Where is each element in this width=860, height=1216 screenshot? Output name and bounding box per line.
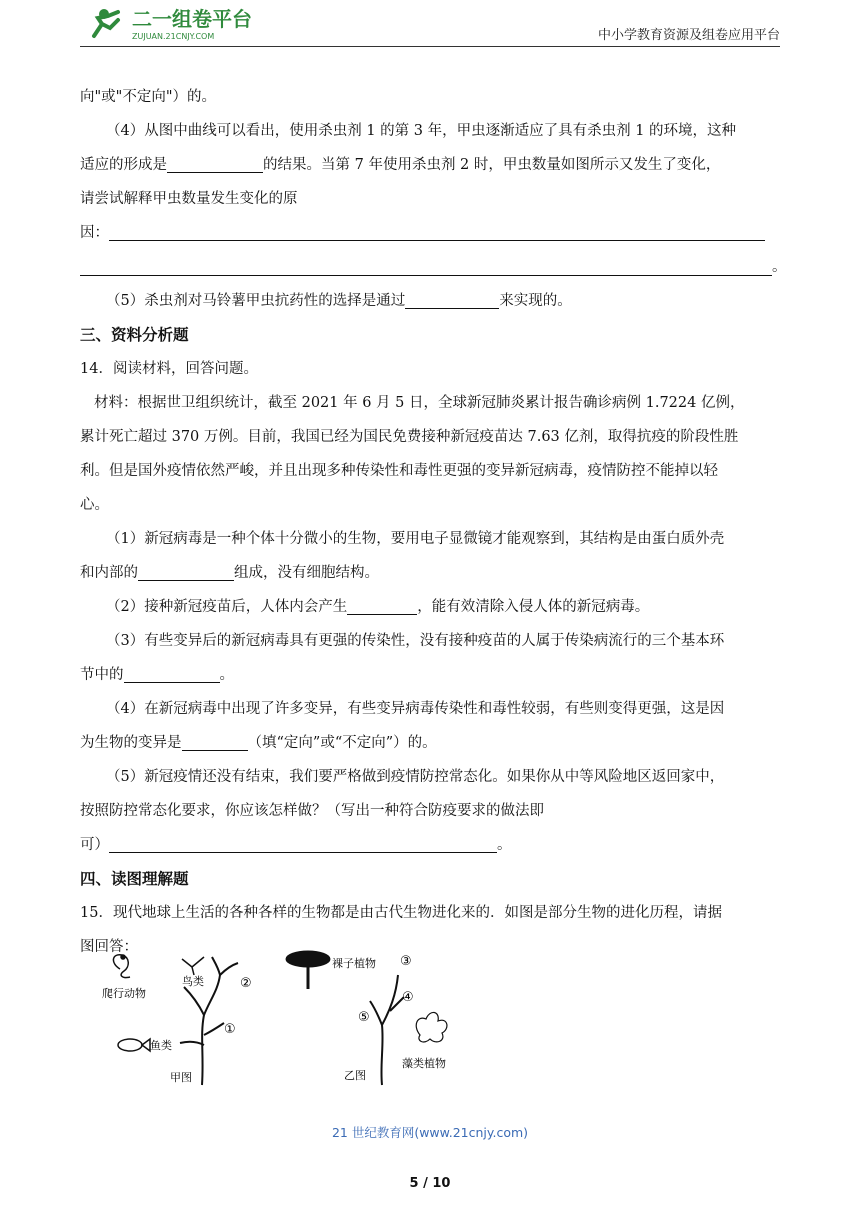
text-line: （5）新冠疫情还没有结束，我们要严格做到疫情防控常态化。如果你从中等风险地区返回家中，	[106, 769, 725, 785]
text-line: 心。	[80, 497, 109, 513]
text-line: 因：	[80, 216, 780, 250]
answer-blank[interactable]	[405, 290, 499, 309]
logo-subtext: ZUJUAN.21CNJY.COM	[132, 32, 215, 41]
figure-caption-left: 甲图	[170, 1071, 192, 1084]
question-number: 14．阅读材料，回答问题。	[80, 361, 258, 377]
fish-icon	[118, 1039, 150, 1051]
text-line: 材料：根据世卫组织统计，截至 2021 年 6 月 5 日，全球新冠肺炎累计报告确诊病例 1.7224 亿例，	[94, 395, 745, 411]
text-line: 适应的形成是 的结果。当第 7 年使用杀虫剂 2 时，甲虫数量如图所示又发生了变化，	[80, 148, 780, 182]
text-line: 利。但是国外疫情依然严峻，并且出现多种传染性和毒性更强的变异新冠病毒，疫情防控不能掉以轻	[80, 463, 718, 479]
bird-icon	[182, 957, 204, 975]
algae-label: 藻类植物	[402, 1057, 446, 1070]
answer-blank[interactable]	[138, 562, 234, 581]
marker-4: ④	[402, 990, 414, 1005]
document-body	[80, 80, 787, 964]
text-line: 15．现代地球上生活的各种各样的生物都是由古代生物进化来的．如图是部分生物的进化历程，请据	[80, 905, 722, 921]
footer-link[interactable]: 21 世纪教育网(www.21cnjy.com)	[331, 1125, 529, 1140]
text-line: （2）接种新冠疫苗后，人体内会产生 ，能有效清除入侵人体的新冠病毒。	[80, 590, 780, 624]
marker-1: ①	[224, 1022, 236, 1037]
answer-blank[interactable]	[109, 222, 765, 241]
answer-blank[interactable]	[124, 664, 220, 683]
text-line: （5）杀虫剂对马铃薯甲虫抗药性的选择是通过 来实现的。	[80, 284, 780, 318]
text-line: 累计死亡超过 370 万例。目前，我国已经为国民免费接种新冠疫苗达 7.63 亿剂，取得抗疫的阶段性胜	[80, 429, 739, 445]
site-logo	[84, 2, 284, 44]
answer-blank[interactable]	[109, 834, 497, 853]
text-line: 可） 。	[80, 828, 780, 862]
algae-icon	[416, 1012, 447, 1042]
page-header	[80, 0, 780, 47]
page-number: 5 / 10	[409, 1176, 451, 1191]
runner-icon	[94, 12, 118, 36]
marker-2: ②	[240, 976, 252, 991]
answer-blank[interactable]	[182, 732, 248, 751]
tree-icon	[286, 951, 330, 989]
text-line: 为生物的变异是 （填“定向”或“不定向”）的。	[80, 726, 780, 760]
figure-caption-right: 乙图	[344, 1069, 366, 1082]
reptile-label: 爬行动物	[102, 987, 146, 1000]
evolution-figure	[100, 945, 480, 1090]
section-heading: 三、资料分析题	[80, 326, 189, 344]
answer-blank[interactable]	[347, 596, 417, 615]
text-line: 向"或"不定向"）的。	[80, 89, 217, 105]
answer-blank[interactable]	[80, 275, 772, 276]
text-line: （4）在新冠病毒中出现了许多变异，有些变异病毒传染性和毒性较弱，有些则变得更强，这是因	[106, 701, 725, 717]
marker-5: ⑤	[358, 1010, 370, 1025]
text-line: 。	[80, 250, 780, 284]
logo-text: 二一组卷平台	[132, 7, 252, 31]
section-heading: 四、读图理解题	[80, 870, 189, 888]
text-line: 和内部的 组成，没有细胞结构。	[80, 556, 780, 590]
text-line: （1）新冠病毒是一种个体十分微小的生物，要用电子显微镜才能观察到，其结构是由蛋白质外壳	[106, 531, 725, 547]
evolution-tree-right	[370, 975, 404, 1085]
text-line: 请尝试解释甲虫数量发生变化的原	[80, 191, 298, 207]
text-line: 按照防控常态化要求，你应该怎样做？（写出一种符合防疫要求的做法即	[80, 803, 544, 819]
snake-icon	[113, 955, 130, 978]
header-right-text: 中小学教育资源及组卷应用平台	[597, 28, 780, 43]
text-line: 节中的 。	[80, 658, 780, 692]
marker-3: ③	[400, 954, 412, 969]
text-line: （4）从图中曲线可以看出，使用杀虫剂 1 的第 3 年，甲虫逐渐适应了具有杀虫剂 1 的环境，这种	[106, 123, 737, 139]
answer-blank[interactable]	[167, 154, 263, 173]
text-line: （3）有些变异后的新冠病毒具有更强的传染性，没有接种疫苗的人属于传染病流行的三个基本环	[106, 633, 725, 649]
fish-label: 鱼类	[150, 1039, 172, 1052]
gymnosperm-label: 裸子植物	[332, 957, 376, 970]
bird-label: 鸟类	[182, 975, 204, 988]
text-line: 图回答：	[80, 939, 138, 955]
